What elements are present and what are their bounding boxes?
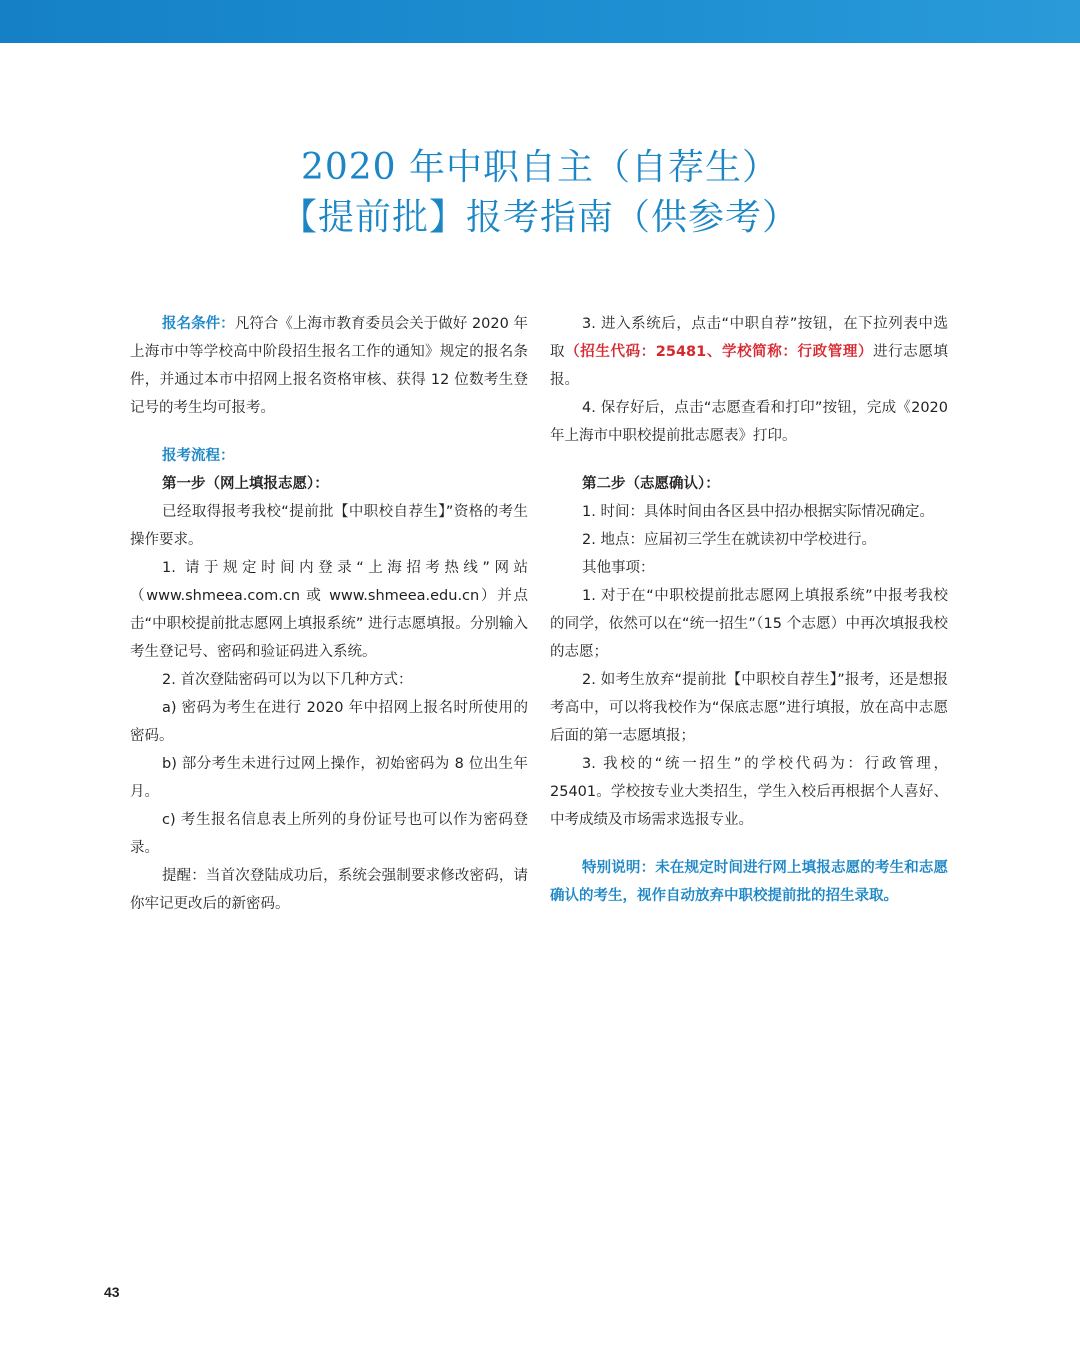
page-number: 43 — [104, 1284, 120, 1300]
step1-item-4: 4. 保存好后，点击“志愿查看和打印”按钮，完成《2020 年上海市中职校提前批志愿表》打印。 — [550, 400, 948, 444]
reminder-text: 提醒：当首次登陆成功后，系统会强制要求修改密码，请你牢记更改后的新密码。 — [130, 868, 528, 912]
conditions-text: 凡符合《上海市教育委员会关于做好 2020 年上海市中等学校高中阶段招生报名工作的通知》规定的报名条件，并通过本市中招网上报名资格审核、获得 12 位数考生登记号的考生均可报考。 — [130, 316, 529, 416]
other-item-1: 1. 对于在“中职校提前批志愿网上填报系统”中报考我校的同学，依然可以在“统一招生”（15 个志愿）中再次填报我校的志愿； — [550, 588, 948, 660]
password-option-b: b) 部分考生未进行过网上操作，初始密码为 8 位出生年月。 — [130, 756, 528, 800]
special-note: 特别说明：未在规定时间进行网上填报志愿的考生和志愿确认的考生，视作自动放弃中职校提前批的招生录取。 — [550, 860, 948, 904]
step1-item-3 — [550, 310, 948, 394]
other-item-2: 2. 如考生放弃“提前批【中职校自荐生】”报考，还是想报考高中，可以将我校作为“保底志愿”进行填报，放在高中志愿后面的第一志愿填报； — [550, 672, 948, 744]
top-banner — [0, 0, 1080, 43]
step2-item-2: 2. 地点：应届初三学生在就读初中学校进行。 — [582, 532, 876, 548]
right-column — [550, 310, 948, 910]
left-column — [130, 310, 528, 918]
step1-item-1: 1. 请于规定时间内登录“上海招考热线”网站（www.shmeea.com.cn 或 www.shmeea.edu.cn）并点击“中职校提前批志愿网上填报系统” 进行志愿填报。分别输入考生登记号、密码和验证码进入系统。 — [130, 560, 528, 660]
item3-text-post: 进行志愿填报。 — [550, 344, 949, 388]
other-matters-label: 其他事项： — [582, 560, 655, 576]
conditions-label: 报名条件： — [162, 316, 235, 332]
item3-text-pre: 3. 进入系统后，点击“中职自荐”按钮，在下拉列表中选取 — [550, 316, 948, 360]
step1-title: 第一步（网上填报志愿）： — [162, 476, 329, 492]
password-option-c: c) 考生报名信息表上所列的身份证号也可以作为密码登录。 — [130, 812, 528, 856]
page-subtitle: 【提前批】报考指南（供参考） — [280, 197, 799, 238]
step1-item-2: 2. 首次登陆密码可以为以下几种方式： — [162, 672, 413, 688]
other-item-3: 3. 我校的“统一招生”的学校代码为：行政管理，25401。学校按专业大类招生，学生入校后再根据个人喜好、中考成绩及市场需求选报专业。 — [550, 756, 948, 828]
step2-item-1: 1. 时间：具体时间由各区县中招办根据实际情况确定。 — [582, 504, 934, 520]
registration-conditions — [130, 310, 528, 422]
password-option-a: a) 密码为考生在进行 2020 年中招网上报名时所使用的密码。 — [130, 700, 528, 744]
school-code-highlight: （招生代码：25481、学校简称：行政管理） — [565, 344, 874, 360]
step1-intro: 已经取得报考我校“提前批【中职校自荐生】”资格的考生操作要求。 — [130, 504, 528, 548]
step2-title: 第二步（志愿确认）： — [582, 476, 720, 492]
page-title: 2020 年中职自主（自荐生） — [300, 147, 780, 188]
process-label: 报考流程： — [162, 448, 235, 464]
